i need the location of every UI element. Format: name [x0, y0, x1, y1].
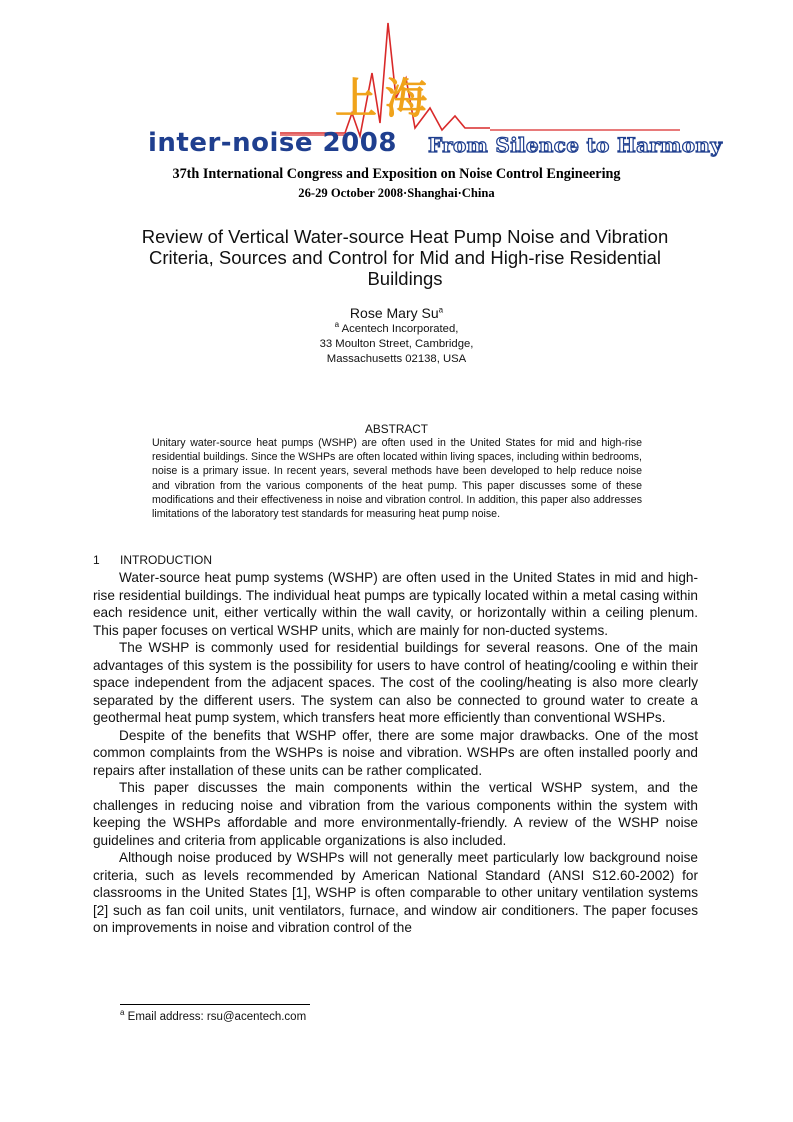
- abstract-text: Unitary water-source heat pumps (WSHP) are often used in the United States for mid and high-rise residential buildings. Since the WSHPs are often located within living spaces, including within bedrooms, noise is a primary issue. In recent years, several methods have been developed to help reduce noise and vibration from the various components of the heat pump. This paper discusses some of these modifications and their effectiveness in noise and vibration control. In addition, this paper also addresses limitations of the laboratory test standards for measuring heat pump noise.: [152, 437, 642, 521]
- paragraph: Although noise produced by WSHPs will not generally meet particularly low background noise criteria, such as levels recommended by American National Standard (ANSI S12.60-2002) for classrooms in the United States [1], WSHP is often comparable to other unitary ventilation systems [2] such as fan coil units, unit ventilators, furnace, and window air conditioners. The paper focuses on improvements in noise and vibration control of the: [93, 850, 698, 935]
- logo-chinese-characters: 上海: [335, 74, 436, 123]
- paragraph: Despite of the benefits that WSHP offer, there are some major drawbacks. One of the most common complaints from the WSHPs is noise and vibration. WSHPs are often installed poorly and repairs after installation of these units can be rather complicated.: [93, 727, 698, 778]
- footnote-text: Email address: rsu@acentech.com: [127, 1011, 307, 1023]
- introduction-body: [93, 569, 698, 937]
- conference-name: 37th International Congress and Exposition on Noise Control Engineering: [172, 166, 621, 182]
- footnote-superscript: a: [120, 1008, 125, 1018]
- footnote-divider: [120, 1004, 310, 1005]
- abstract-heading: ABSTRACT: [365, 422, 428, 436]
- affiliation-line-3: Massachusetts 02138, USA: [326, 353, 467, 365]
- conference-logo: [140, 18, 723, 168]
- conference-dates: 26-29 October 2008·Shanghai·China: [298, 186, 495, 200]
- paper-title: Review of Vertical Water-source Heat Pump Noise and Vibration Criteria, Sources and Control for Mid and High-rise Residential Buildings: [141, 226, 669, 289]
- paragraph: Water-source heat pump systems (WSHP) are often used in the United States in mid and high-rise residential buildings. The individual heat pumps are typically located within a metal casing within each residence unit, either vertically within the wall cavity, or horizontally within a ceiling plenum. This paper focuses on vertical WSHP units, which are mainly for non-ducted systems.: [93, 570, 698, 638]
- affiliation-line-1: [0, 322, 793, 336]
- author-superscript: a: [438, 305, 444, 315]
- author-name: [0, 305, 793, 321]
- affiliation-superscript: a: [334, 320, 340, 330]
- paragraph: This paper discusses the main components within the vertical WSHP system, and the challenges in reducing noise and vibration from the various components within the system with keeping the WSHPs affordable and more environmentally-friendly. A review of the WSHP noise guidelines and criteria from applicable organizations is also included.: [93, 780, 698, 848]
- footnote: [120, 1008, 307, 1023]
- paragraph: The WSHP is commonly used for residential buildings for several reasons. One of the main advantages of this system is the possibility for users to have control of heating/cooling e within their space independent from the adjacent spaces. The cost of the cooling/heating is also more clearly separated by the different users. The system can also be connected to ground water to create a geothermal heat pump system, which transfers heat more efficiently than conventional WSHPs.: [93, 640, 698, 725]
- affiliation-text-1: Acentech Incorporated,: [341, 323, 459, 335]
- section-title: INTRODUCTION: [120, 553, 212, 567]
- section-heading: [93, 553, 212, 567]
- author-name-text: Rose Mary Su: [349, 305, 439, 321]
- logo-brand: inter-noise 2008: [148, 128, 397, 158]
- affiliation-line-2: 33 Moulton Street, Cambridge,: [319, 338, 474, 350]
- section-number: 1: [93, 553, 100, 567]
- logo-tagline: From Silence to Harmony: [428, 133, 723, 157]
